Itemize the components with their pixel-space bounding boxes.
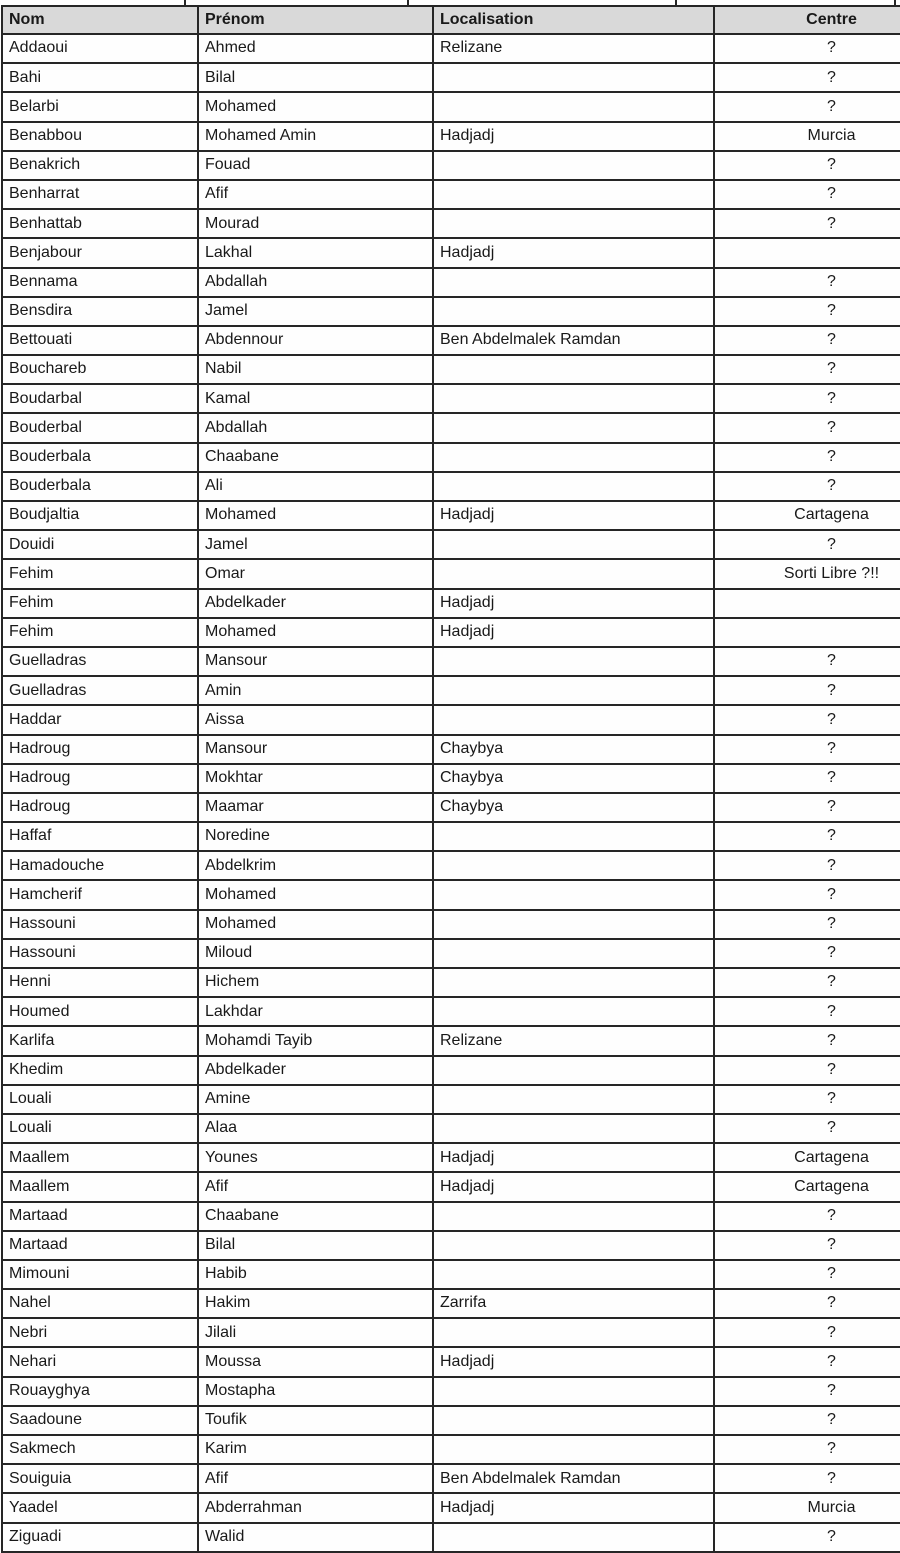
cell-centre: ? [714,297,900,326]
cell-nom: Karlifa [2,1026,198,1055]
table-row [2,443,900,472]
cell-prenom: Habib [198,1260,433,1289]
cell-prenom: Mohamed Amin [198,122,433,151]
table-row [2,1231,900,1260]
cell-centre: ? [714,472,900,501]
cell-localisation [433,1318,714,1347]
table-row [2,880,900,909]
cell-centre: ? [714,92,900,121]
cell-nom: Souiguia [2,1464,198,1493]
cell-centre: Murcia [714,122,900,151]
table-row [2,1172,900,1201]
cell-centre: ? [714,530,900,559]
cell-prenom: Abdallah [198,268,433,297]
column-header-nom: Nom [2,6,198,34]
table-row [2,326,900,355]
cell-prenom: Chaabane [198,1202,433,1231]
cell-prenom: Ali [198,472,433,501]
cell-prenom: Mokhtar [198,764,433,793]
cell-nom: Hadroug [2,764,198,793]
cell-nom: Hamcherif [2,880,198,909]
table-row [2,764,900,793]
table-body [2,34,900,1552]
cell-nom: Nebri [2,1318,198,1347]
cell-prenom: Lakhal [198,238,433,267]
cell-centre: ? [714,355,900,384]
cell-centre: ? [714,180,900,209]
table-row [2,1202,900,1231]
roster-table [1,5,900,1553]
cell-centre: ? [714,1347,900,1376]
cell-prenom: Mohamdi Tayib [198,1026,433,1055]
cell-nom: Ziguadi [2,1523,198,1552]
cell-nom: Benharrat [2,180,198,209]
cell-nom: Martaad [2,1231,198,1260]
cell-localisation [433,1435,714,1464]
table-row [2,705,900,734]
table-row [2,822,900,851]
cell-prenom: Omar [198,559,433,588]
header-row [2,6,900,34]
table-row [2,1406,900,1435]
cell-localisation: Hadjadj [433,1172,714,1201]
cell-nom: Bahi [2,63,198,92]
table-row [2,1143,900,1172]
cell-prenom: Chaabane [198,443,433,472]
table-row [2,1523,900,1552]
cell-localisation [433,559,714,588]
table-row [2,1377,900,1406]
table-row [2,180,900,209]
table-row [2,1493,900,1522]
cell-localisation [433,1056,714,1085]
cell-centre: ? [714,793,900,822]
cell-prenom: Alaa [198,1114,433,1143]
cell-prenom: Abdelkader [198,1056,433,1085]
cell-nom: Benjabour [2,238,198,267]
cell-localisation [433,530,714,559]
cell-prenom: Afif [198,180,433,209]
table-row [2,34,900,63]
table-row [2,501,900,530]
cell-localisation [433,297,714,326]
cell-centre: ? [714,1406,900,1435]
table-row [2,122,900,151]
cell-prenom: Toufik [198,1406,433,1435]
cell-localisation: Hadjadj [433,122,714,151]
cell-centre: ? [714,63,900,92]
cell-nom: Khedim [2,1056,198,1085]
cell-prenom: Lakhdar [198,997,433,1026]
cell-prenom: Nabil [198,355,433,384]
cell-nom: Bettouati [2,326,198,355]
cell-prenom: Fouad [198,151,433,180]
cell-centre: ? [714,647,900,676]
column-border-stub [184,0,186,6]
cell-centre: ? [714,764,900,793]
cell-prenom: Mansour [198,647,433,676]
cell-nom: Benakrich [2,151,198,180]
cell-centre: ? [714,822,900,851]
table-row [2,238,900,267]
cell-prenom: Abderrahman [198,1493,433,1522]
cell-prenom: Abdallah [198,413,433,442]
table-row [2,413,900,442]
table-row [2,968,900,997]
cell-localisation: Hadjadj [433,501,714,530]
cell-prenom: Maamar [198,793,433,822]
cell-nom: Nahel [2,1289,198,1318]
cell-localisation [433,968,714,997]
table-row [2,939,900,968]
cell-localisation [433,939,714,968]
cell-centre: ? [714,910,900,939]
cell-centre: ? [714,1085,900,1114]
cell-localisation [433,1377,714,1406]
cell-prenom: Hakim [198,1289,433,1318]
table-row [2,472,900,501]
cell-centre: Cartagena [714,1172,900,1201]
cell-localisation [433,997,714,1026]
cell-nom: Fehim [2,589,198,618]
cell-localisation [433,822,714,851]
cell-centre: ? [714,151,900,180]
table-row [2,1056,900,1085]
cell-prenom: Bilal [198,1231,433,1260]
cell-localisation [433,676,714,705]
cell-centre: ? [714,326,900,355]
cell-localisation [433,92,714,121]
cell-nom: Sakmech [2,1435,198,1464]
cell-localisation [433,1114,714,1143]
cell-prenom: Amine [198,1085,433,1114]
cell-centre: ? [714,851,900,880]
cell-prenom: Abdelkrim [198,851,433,880]
cell-nom: Hadroug [2,793,198,822]
cell-localisation [433,355,714,384]
cell-nom: Bouderbal [2,413,198,442]
cell-nom: Benabbou [2,122,198,151]
cell-centre: ? [714,384,900,413]
cell-centre: ? [714,443,900,472]
cell-centre [714,238,900,267]
cell-prenom: Ahmed [198,34,433,63]
cell-centre: ? [714,735,900,764]
cell-nom: Addaoui [2,34,198,63]
cell-prenom: Mostapha [198,1377,433,1406]
table-row [2,1085,900,1114]
cell-centre: ? [714,997,900,1026]
cell-localisation [433,851,714,880]
cell-prenom: Younes [198,1143,433,1172]
cell-localisation [433,647,714,676]
cell-prenom: Walid [198,1523,433,1552]
cell-nom: Bouchareb [2,355,198,384]
cell-prenom: Kamal [198,384,433,413]
cell-nom: Hadroug [2,735,198,764]
cell-localisation: Hadjadj [433,589,714,618]
cell-nom: Guelladras [2,647,198,676]
cell-prenom: Mourad [198,209,433,238]
cell-nom: Fehim [2,618,198,647]
cell-nom: Boudarbal [2,384,198,413]
cell-localisation: Hadjadj [433,1143,714,1172]
cell-localisation: Hadjadj [433,1493,714,1522]
cell-localisation [433,1523,714,1552]
cell-centre: ? [714,705,900,734]
cell-nom: Nehari [2,1347,198,1376]
table-row [2,851,900,880]
cell-localisation [433,63,714,92]
cell-prenom: Jilali [198,1318,433,1347]
cell-localisation [433,384,714,413]
cell-centre [714,589,900,618]
cell-prenom: Amin [198,676,433,705]
cell-centre: ? [714,1260,900,1289]
cell-localisation: Relizane [433,1026,714,1055]
cell-prenom: Bilal [198,63,433,92]
cell-localisation [433,443,714,472]
cell-centre: ? [714,880,900,909]
cell-localisation [433,1260,714,1289]
cell-nom: Belarbi [2,92,198,121]
cell-centre: Murcia [714,1493,900,1522]
cell-localisation [433,413,714,442]
cell-localisation [433,209,714,238]
cell-prenom: Afif [198,1464,433,1493]
cell-prenom: Aissa [198,705,433,734]
cell-prenom: Mohamed [198,92,433,121]
cell-nom: Yaadel [2,1493,198,1522]
table-row [2,676,900,705]
cell-nom: Haddar [2,705,198,734]
cell-nom: Louali [2,1114,198,1143]
cell-nom: Bouderbala [2,443,198,472]
table-row [2,355,900,384]
cell-localisation: Chaybya [433,735,714,764]
cell-localisation [433,268,714,297]
cell-prenom: Noredine [198,822,433,851]
cell-prenom: Abdelkader [198,589,433,618]
table-row [2,735,900,764]
cell-localisation [433,1202,714,1231]
cell-nom: Boudjaltia [2,501,198,530]
cell-nom: Haffaf [2,822,198,851]
column-border-stub [675,0,677,6]
cell-centre: ? [714,1435,900,1464]
table-row [2,559,900,588]
table-row [2,1289,900,1318]
table-row [2,92,900,121]
cell-nom: Hamadouche [2,851,198,880]
cell-centre: ? [714,1464,900,1493]
table-row [2,268,900,297]
cell-centre: ? [714,1318,900,1347]
cell-prenom: Mohamed [198,910,433,939]
cell-centre: ? [714,209,900,238]
cell-prenom: Mansour [198,735,433,764]
cell-centre: ? [714,1289,900,1318]
cell-centre [714,618,900,647]
cell-prenom: Mohamed [198,501,433,530]
cell-localisation: Chaybya [433,764,714,793]
table-row [2,530,900,559]
cell-centre: ? [714,676,900,705]
cell-nom: Douidi [2,530,198,559]
cell-nom: Benhattab [2,209,198,238]
cell-prenom: Jamel [198,530,433,559]
cell-centre: ? [714,1523,900,1552]
cell-nom: Saadoune [2,1406,198,1435]
table-row [2,297,900,326]
cell-centre: ? [714,1026,900,1055]
cell-prenom: Miloud [198,939,433,968]
column-border-stub [894,0,896,6]
cell-prenom: Mohamed [198,880,433,909]
table-row [2,618,900,647]
cell-centre: ? [714,1202,900,1231]
cell-prenom: Mohamed [198,618,433,647]
cell-centre: ? [714,413,900,442]
column-header-centre: Centre [714,6,900,34]
cell-centre: ? [714,1056,900,1085]
cell-nom: Houmed [2,997,198,1026]
cell-prenom: Moussa [198,1347,433,1376]
cell-nom: Bensdira [2,297,198,326]
cell-localisation: Hadjadj [433,238,714,267]
cell-centre: ? [714,939,900,968]
cell-localisation [433,472,714,501]
table-row [2,647,900,676]
cell-localisation [433,151,714,180]
cell-prenom: Hichem [198,968,433,997]
column-header-prenom: Prénom [198,6,433,34]
table-row [2,589,900,618]
table-row [2,1114,900,1143]
cell-centre: Sorti Libre ?!! [714,559,900,588]
table-row [2,1026,900,1055]
cell-centre: ? [714,968,900,997]
column-border-stub [407,0,409,6]
cell-nom: Henni [2,968,198,997]
cell-localisation [433,1406,714,1435]
table-row [2,910,900,939]
cell-localisation [433,1231,714,1260]
cell-localisation: Relizane [433,34,714,63]
cell-centre: ? [714,34,900,63]
cell-centre: Cartagena [714,1143,900,1172]
cell-nom: Maallem [2,1172,198,1201]
cell-localisation [433,180,714,209]
cell-nom: Rouayghya [2,1377,198,1406]
table-row [2,384,900,413]
table-row [2,1347,900,1376]
table-row [2,1318,900,1347]
cell-prenom: Abdennour [198,326,433,355]
table-row [2,151,900,180]
table-row [2,1435,900,1464]
table-header [2,6,900,34]
cell-localisation: Chaybya [433,793,714,822]
table-row [2,63,900,92]
cell-prenom: Jamel [198,297,433,326]
cell-centre: Cartagena [714,501,900,530]
cell-nom: Guelladras [2,676,198,705]
cell-nom: Maallem [2,1143,198,1172]
cell-centre: ? [714,1114,900,1143]
cell-nom: Fehim [2,559,198,588]
table-row [2,1260,900,1289]
cell-localisation [433,910,714,939]
column-header-localisation: Localisation [433,6,714,34]
cell-localisation [433,1085,714,1114]
table-row [2,209,900,238]
cell-localisation: Zarrifa [433,1289,714,1318]
table-row [2,997,900,1026]
cell-localisation: Hadjadj [433,1347,714,1376]
cell-nom: Bouderbala [2,472,198,501]
cell-localisation [433,705,714,734]
cell-prenom: Karim [198,1435,433,1464]
cell-nom: Hassouni [2,910,198,939]
cell-nom: Mimouni [2,1260,198,1289]
cell-nom: Martaad [2,1202,198,1231]
cell-prenom: Afif [198,1172,433,1201]
cell-localisation: Ben Abdelmalek Ramdan [433,326,714,355]
cell-centre: ? [714,1377,900,1406]
table-row [2,1464,900,1493]
cell-localisation: Ben Abdelmalek Ramdan [433,1464,714,1493]
cell-localisation [433,880,714,909]
cell-localisation: Hadjadj [433,618,714,647]
cell-nom: Louali [2,1085,198,1114]
table-row [2,793,900,822]
cell-centre: ? [714,268,900,297]
cell-nom: Bennama [2,268,198,297]
cell-nom: Hassouni [2,939,198,968]
cell-centre: ? [714,1231,900,1260]
